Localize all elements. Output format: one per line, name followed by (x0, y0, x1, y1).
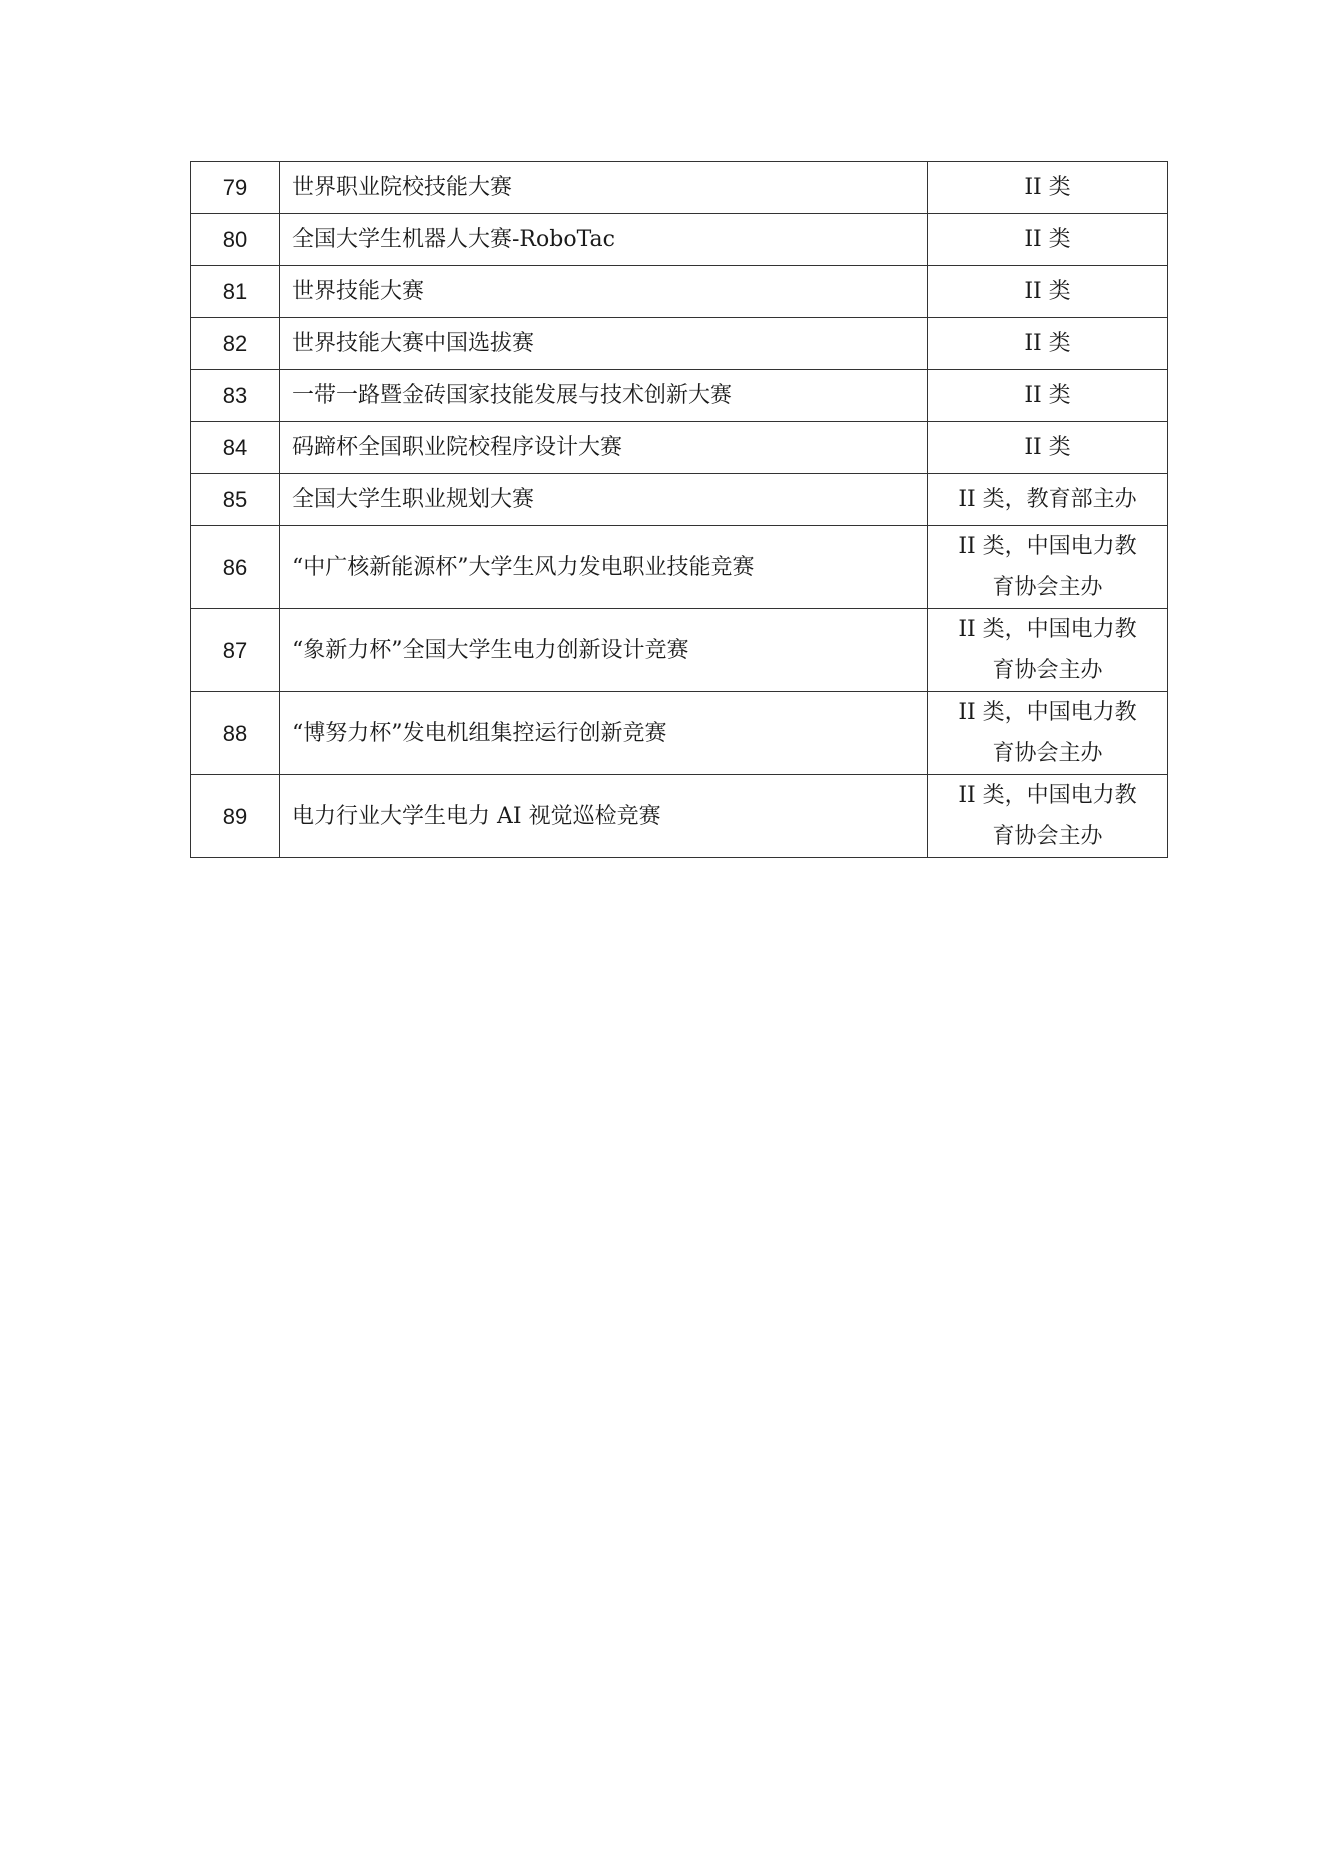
competition-name: 全国大学生职业规划大赛 (280, 474, 928, 526)
row-number: 83 (191, 370, 280, 422)
row-number: 80 (191, 214, 280, 266)
table-row (191, 526, 1168, 609)
competition-name: 码蹄杯全国职业院校程序设计大赛 (280, 422, 928, 474)
category-line: II 类 (1024, 279, 1071, 304)
competition-category (928, 266, 1168, 318)
category-line: II 类，中国电力教 (958, 783, 1137, 808)
competition-category (928, 692, 1168, 775)
competition-name: 一带一路暨金砖国家技能发展与技术创新大赛 (280, 370, 928, 422)
table-row (191, 692, 1168, 775)
category-line: II 类，中国电力教 (958, 534, 1137, 559)
competition-name: 世界技能大赛 (280, 266, 928, 318)
table-row (191, 266, 1168, 318)
table-row (191, 609, 1168, 692)
category-line: II 类，教育部主办 (958, 487, 1137, 512)
table-row (191, 214, 1168, 266)
competition-category (928, 474, 1168, 526)
row-number: 81 (191, 266, 280, 318)
category-line: II 类 (1024, 227, 1071, 252)
category-line: II 类，中国电力教 (958, 700, 1137, 725)
table-row (191, 474, 1168, 526)
competition-name: “象新力杯”全国大学生电力创新设计竞赛 (280, 609, 928, 692)
category-line: 育协会主办 (992, 658, 1103, 683)
table-row (191, 162, 1168, 214)
row-number: 89 (191, 775, 280, 858)
competition-category (928, 422, 1168, 474)
table-row (191, 318, 1168, 370)
competition-name: 电力行业大学生电力 AI 视觉巡检竞赛 (280, 775, 928, 858)
category-line: 育协会主办 (992, 741, 1103, 766)
table-row (191, 422, 1168, 474)
table-row (191, 370, 1168, 422)
row-number: 88 (191, 692, 280, 775)
competition-name: 世界技能大赛中国选拔赛 (280, 318, 928, 370)
category-line: II 类 (1024, 331, 1071, 356)
category-line: II 类 (1024, 383, 1071, 408)
competition-table (190, 161, 1168, 858)
table-body (191, 162, 1168, 858)
competition-category (928, 775, 1168, 858)
row-number: 84 (191, 422, 280, 474)
row-number: 79 (191, 162, 280, 214)
row-number: 82 (191, 318, 280, 370)
row-number: 86 (191, 526, 280, 609)
category-line: II 类，中国电力教 (958, 617, 1137, 642)
competition-name: 世界职业院校技能大赛 (280, 162, 928, 214)
competition-name: “博努力杯”发电机组集控运行创新竞赛 (280, 692, 928, 775)
competition-category (928, 162, 1168, 214)
category-line: II 类 (1024, 175, 1071, 200)
competition-category (928, 318, 1168, 370)
competition-name: “中广核新能源杯”大学生风力发电职业技能竞赛 (280, 526, 928, 609)
row-number: 87 (191, 609, 280, 692)
category-line: II 类 (1024, 435, 1071, 460)
competition-category (928, 526, 1168, 609)
category-line: 育协会主办 (992, 824, 1103, 849)
competition-category (928, 609, 1168, 692)
table-row (191, 775, 1168, 858)
category-line: 育协会主办 (992, 575, 1103, 600)
row-number: 85 (191, 474, 280, 526)
competition-name: 全国大学生机器人大赛-RoboTac (280, 214, 928, 266)
competition-category (928, 214, 1168, 266)
competition-category (928, 370, 1168, 422)
